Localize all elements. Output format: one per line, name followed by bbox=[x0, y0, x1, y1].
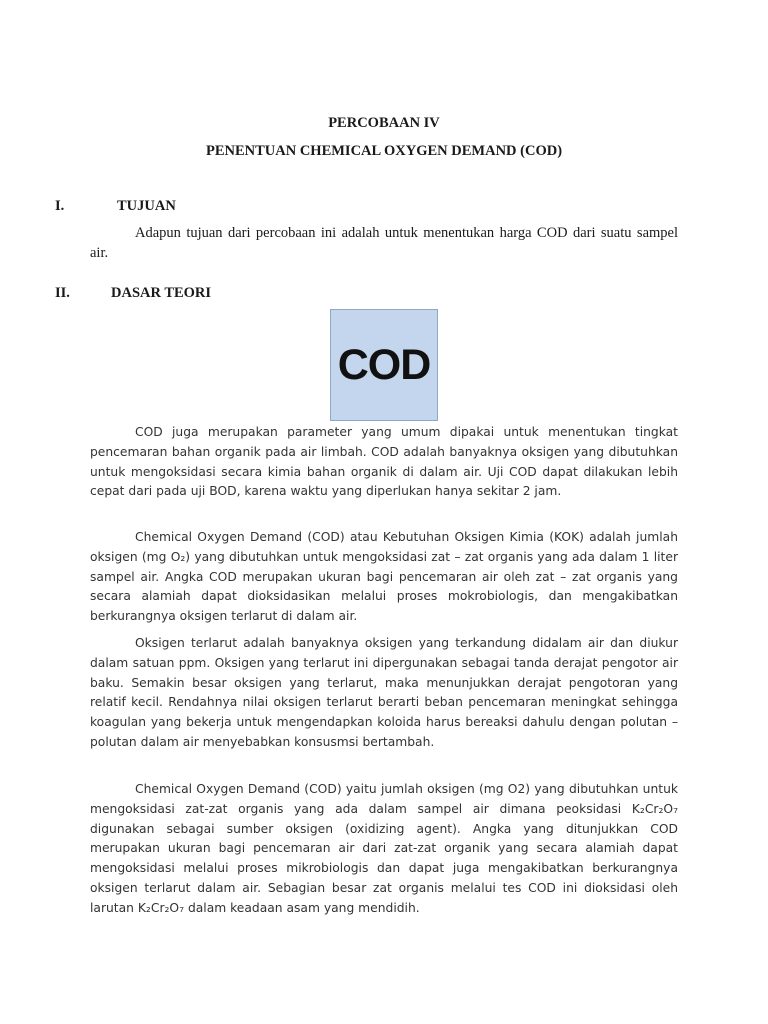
body-paragraph-1: COD juga merupakan parameter yang umum dipakai untuk menentukan tingkat pencemaran bahan organik pada air limbah. COD adalah banyaknya oksigen yang dibutuhkan untuk mengoksidasi secara kimia bahan organik di dalam air. Uji COD dapat dilakukan lebih cepat dari pada uji BOD, karena waktu yang diperlukan hanya sekitar 2 jam. bbox=[90, 425, 678, 499]
cod-figure-label: COD bbox=[337, 340, 431, 389]
body-paragraph-3: Oksigen terlarut adalah banyaknya oksigen yang terkandung didalam air dan diukur dalam satuan ppm. Oksigen yang terlarut ini dipergunakan sebagai tanda derajat pengotor air baku. Semakin besar oksigen yang terlarut, maka menunjukkan derajat pengotoran yang relatif kecil. Rendahnya nilai oksigen terlarut berarti beban pencemaran meningkat sehingga koagulan yang bekerja untuk mengendapkan koloida harus bereaksi dahulu dengan polutan – polutan dalam air menyebabkan konsusmsi bertambah. bbox=[90, 636, 678, 749]
section-2-heading: DASAR TEORI bbox=[111, 285, 212, 301]
body-paragraph-4: Chemical Oxygen Demand (COD) yaitu jumlah oksigen (mg O2) yang dibutuhkan untuk mengoksidasi zat-zat organis yang ada dalam sampel air dimana peoksidasi K₂Cr₂O₇ digunakan sebagai sumber oksigen (oxidizing agent). Angka yang ditunjukkan COD merupakan ukuran bagi pencemaran air dari zat-zat organik yang secara alamiah dapat mengoksidasi melalui proses mikrobiologis dan dapat juga mengakibatkan berkurangnya oksigen terlarut dalam air. Sebagian besar zat organis melalui tes COD ini dioksidasi oleh larutan K₂Cr₂O₇ dalam keadaan asam yang mendidih. bbox=[90, 782, 678, 915]
tujuan-paragraph: Adapun tujuan dari percobaan ini adalah untuk menentukan harga COD dari suatu sampel air. bbox=[90, 225, 678, 261]
cod-figure bbox=[330, 309, 438, 421]
body-paragraph-2: Chemical Oxygen Demand (COD) atau Kebutuhan Oksigen Kimia (KOK) adalah jumlah oksigen (mg O₂) yang dibutuhkan untuk mengoksidasi zat – zat organis yang ada dalam 1 liter sampel air. Angka COD merupakan ukuran bagi pencemaran air oleh zat – zat organis yang secara alamiah dapat dioksidasikan melalui proses mokrobiologis, dan mengakibatkan berkurangnya oksigen terlarut di dalam air. bbox=[90, 530, 678, 624]
section-1-heading: TUJUAN bbox=[117, 198, 176, 214]
document-subtitle: PENENTUAN CHEMICAL OXYGEN DEMAND (COD) bbox=[205, 143, 563, 159]
section-2-number: II. bbox=[55, 285, 70, 301]
section-1-number: I. bbox=[55, 198, 65, 214]
document-title: PERCOBAAN IV bbox=[328, 115, 440, 131]
